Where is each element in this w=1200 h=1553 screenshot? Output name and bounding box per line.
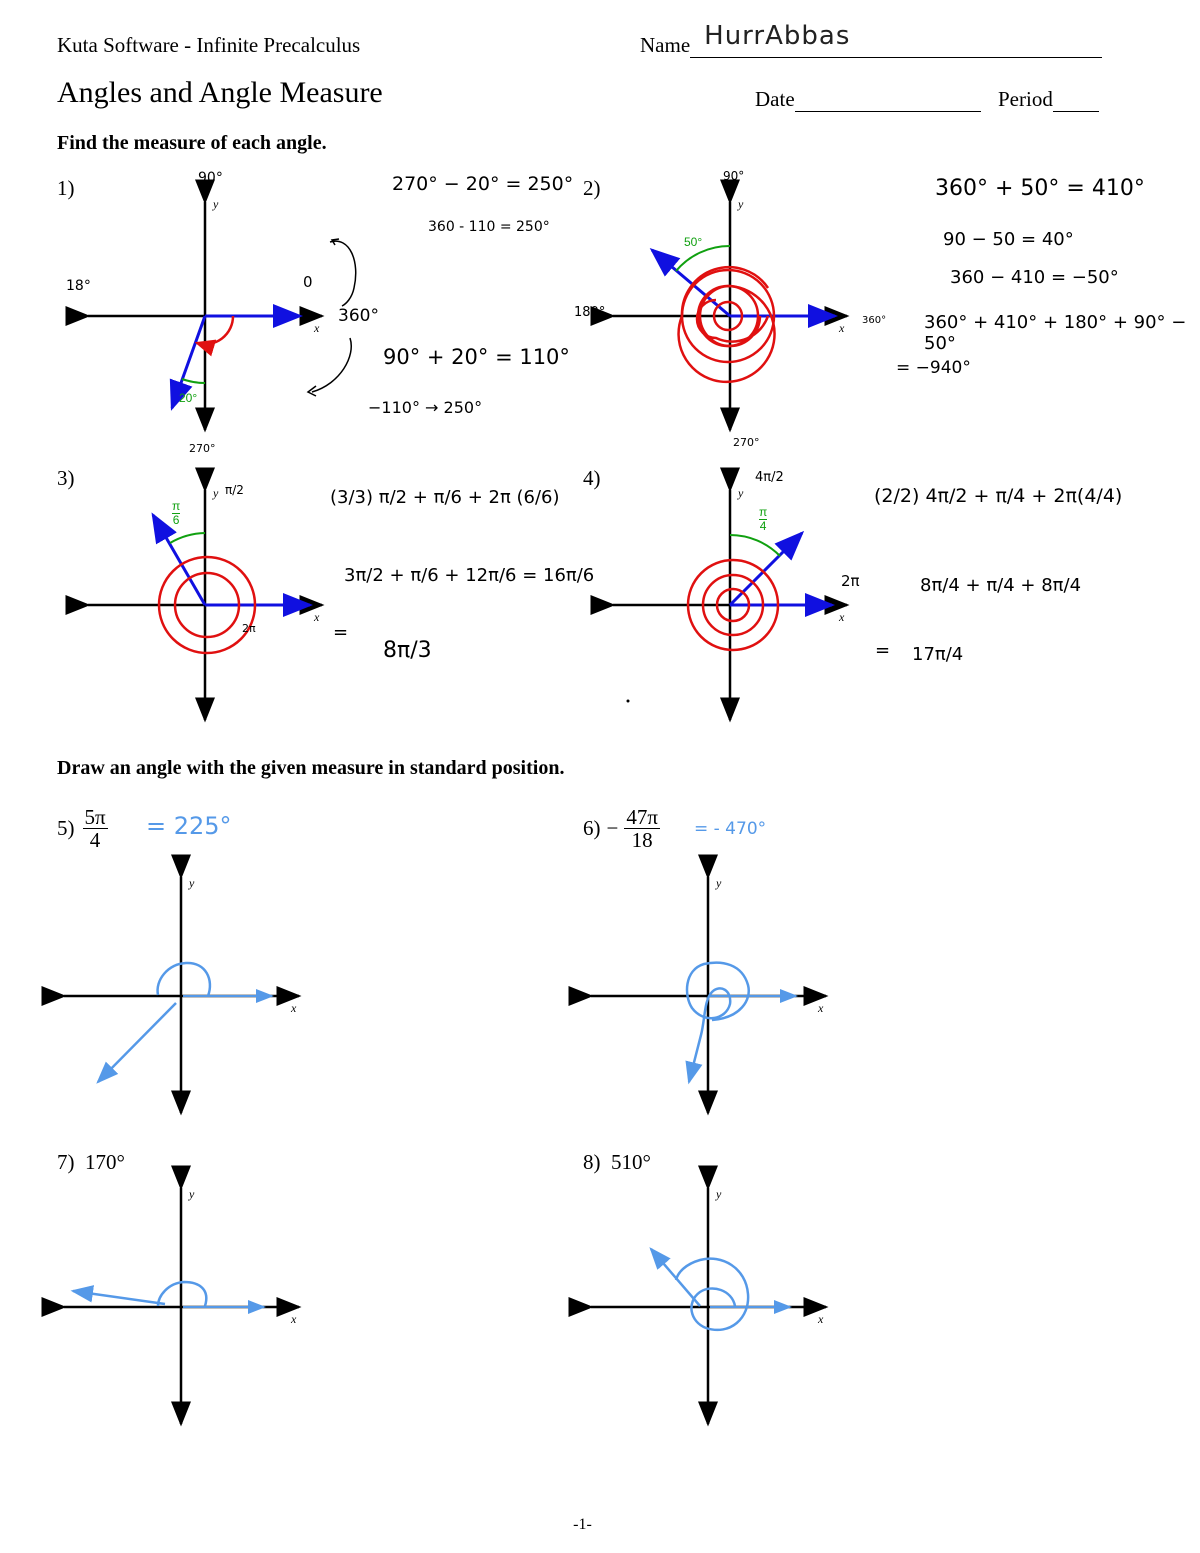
p2-label-left: 180° xyxy=(574,305,606,320)
p3-y-label: y xyxy=(213,486,219,500)
p1-label-left: 18° xyxy=(66,278,91,294)
problem-4-graph xyxy=(613,490,847,720)
p2-label-top: 90° xyxy=(723,169,745,183)
p5-x-label: x xyxy=(291,1001,297,1015)
p2-work-line2: 90 − 50 = 40° xyxy=(943,229,1074,250)
problem-1-number: 1) xyxy=(57,176,75,200)
student-name: HurrAbbas xyxy=(704,21,851,51)
problem-5-fraction: $\frac{5\pi}{4}$ xyxy=(84,805,106,852)
problem-1-graph xyxy=(88,202,322,430)
p1-work-line2: 360 - 110 = 250° xyxy=(428,219,550,235)
p7-y-label: y xyxy=(189,1187,195,1201)
p1-label-right: 360° xyxy=(338,306,379,326)
p1-work-line4: −110° → 250° xyxy=(368,398,483,417)
problem-2-number: 2) xyxy=(583,176,601,200)
p2-work-line4: 360° + 410° + 180° + 90° − 50° xyxy=(924,312,1187,354)
instruction-1: Find the measure of each angle. xyxy=(57,132,327,154)
p8-y-label: y xyxy=(716,1187,722,1201)
p4-y-label: y xyxy=(738,486,744,500)
p5-work: = 225° xyxy=(146,812,232,840)
problem-4-number: 4) xyxy=(583,466,601,490)
p3-work-line3: = xyxy=(333,622,349,643)
p2-work-line3: 360 − 410 = −50° xyxy=(950,267,1119,288)
page-number: -1- xyxy=(573,1516,592,1533)
p1-y-label: y xyxy=(213,197,219,211)
p1-label-bottom: 270° xyxy=(189,442,216,455)
p2-reference-angle: 50° xyxy=(684,235,703,249)
p4-work-line2: 8π/4 + π/4 + 8π/4 xyxy=(920,575,1082,596)
p1-work-line1: 270° − 20° = 250° xyxy=(392,173,574,195)
p3-work-line2: 3π/2 + π/6 + 12π/6 = 16π/6 xyxy=(344,565,595,586)
problem-2-graph xyxy=(613,202,847,430)
problem-7-measure: 170° xyxy=(85,1150,125,1174)
p3-work-line4: 8π/3 xyxy=(383,638,432,663)
p2-work-line5: = −940° xyxy=(896,358,971,378)
problem-7-prompt xyxy=(57,1150,125,1175)
p4-label-right: 2π xyxy=(841,572,860,590)
p3-work-line1: (3/3) π/2 + π/6 + 2π (6/6) xyxy=(330,487,560,508)
problem-8-measure: 510° xyxy=(611,1150,651,1174)
page-title: Angles and Angle Measure xyxy=(57,76,383,109)
problem-6-prompt xyxy=(583,806,660,851)
p3-label-right: 2π xyxy=(242,622,256,635)
problem-6-fraction: $\frac{47\pi}{18}$ xyxy=(626,805,658,852)
p4-label-top: 4π/2 xyxy=(755,470,784,485)
date-label: Date xyxy=(755,87,795,111)
p3-x-label: x xyxy=(314,610,320,624)
problem-3-graph xyxy=(88,490,322,720)
problem-8-graph xyxy=(591,1188,826,1424)
p1-x-label: x xyxy=(314,321,320,335)
problem-5-prompt xyxy=(57,806,108,851)
p4-x-label: x xyxy=(839,610,845,624)
p4-work-line3: = xyxy=(875,640,891,661)
problem-8-number: 8) xyxy=(583,1150,601,1174)
problem-8-prompt xyxy=(583,1150,651,1175)
period-label: Period xyxy=(998,87,1053,111)
problem-5-number: 5) xyxy=(57,816,75,840)
p3-label-top: π/2 xyxy=(225,483,244,497)
p1-work-zero: 0 xyxy=(303,273,313,291)
publisher: Kuta Software - Infinite Precalculus xyxy=(57,33,361,57)
p2-x-label: x xyxy=(839,321,845,335)
p5-y-label: y xyxy=(189,876,195,890)
name-label: Name xyxy=(640,33,691,57)
p1-reference-angle: 20° xyxy=(179,391,198,405)
p1-work-line3: 90° + 20° = 110° xyxy=(383,345,570,369)
problem-7-graph xyxy=(64,1188,299,1424)
instruction-2: Draw an angle with the given measure in standard position. xyxy=(57,757,565,779)
problem-6-number: 6) xyxy=(583,816,601,840)
p1-label-top: 90° xyxy=(198,170,223,186)
p8-x-label: x xyxy=(818,1312,824,1326)
p4-work-line1: (2/2) 4π/2 + π/4 + 2π(4/4) xyxy=(874,485,1123,507)
p2-work-line1: 360° + 50° = 410° xyxy=(935,176,1145,201)
problem-7-number: 7) xyxy=(57,1150,75,1174)
p3-reference-angle: π 6 xyxy=(172,499,181,527)
problem-6-sign: − xyxy=(606,816,619,840)
problem-3-number: 3) xyxy=(57,466,75,490)
p2-y-label: y xyxy=(738,197,744,211)
p2-label-bottom: 270° xyxy=(733,436,760,449)
p4-reference-angle: π 4 xyxy=(759,505,768,533)
problem-5-graph xyxy=(64,877,299,1113)
p7-x-label: x xyxy=(291,1312,297,1326)
p6-x-label: x xyxy=(818,1001,824,1015)
p2-label-right: 360° xyxy=(862,315,887,326)
problem-6-graph xyxy=(591,877,826,1113)
p6-y-label: y xyxy=(716,876,722,890)
p4-work-line4: 17π/4 xyxy=(912,644,964,665)
p6-work: = - 470° xyxy=(694,819,767,839)
